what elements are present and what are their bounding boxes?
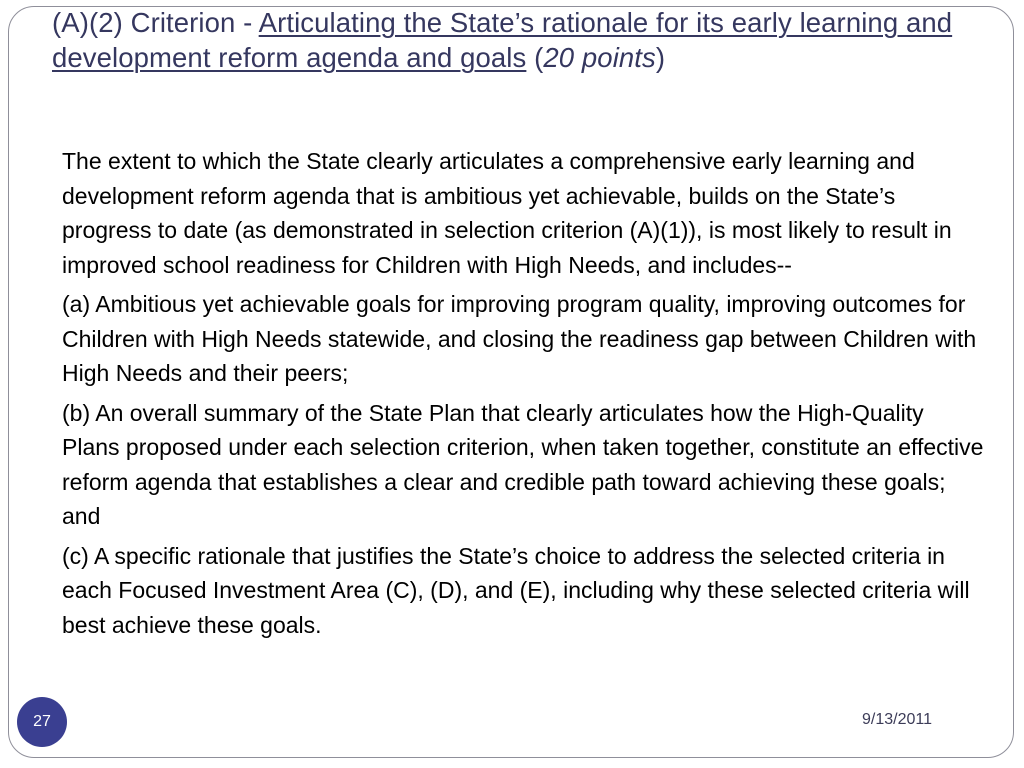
title-points: 20 points [543,42,656,73]
slide-title [52,5,982,75]
slide-body [62,144,986,647]
title-link[interactable]: Articulating the State’s rationale for its early learning and development reform agenda and goals [52,7,953,73]
title-open-paren: ( [526,42,544,73]
slide-number-badge: 27 [17,697,67,747]
intro-paragraph: The extent to which the State clearly articulates a comprehensive early learning and development reform agenda that is ambitious yet achievable, builds on the State’s progress to date (as demonstrated in selection criterion (A)(1)), is most likely to result in improved school readiness for Children with High Needs, and includes-- [62,148,952,278]
title-close-paren: ) [655,42,666,73]
item-a-paragraph: (a) Ambitious yet achievable goals for improving program quality, improving outcomes for Children with High Needs statewide, and closing the readiness gap between Children with High Needs and their peers; [62,291,977,386]
title-prefix: (A)(2) Criterion - [52,7,259,38]
item-b-paragraph: (b) An overall summary of the State Plan that clearly articulates how the High-Quality Plans proposed under each selection criterion, when taken together, constitute an effective reform agenda that establishes a clear and credible path toward achieving these goals; and [62,399,984,529]
item-c-paragraph: (c) A specific rationale that justifies the State’s choice to address the selected criteria in each Focused Investment Area (C), (D), and (E), including why these selected criteria will best achieve these goals. [62,542,970,638]
slide-date: 9/13/2011 [862,711,932,728]
